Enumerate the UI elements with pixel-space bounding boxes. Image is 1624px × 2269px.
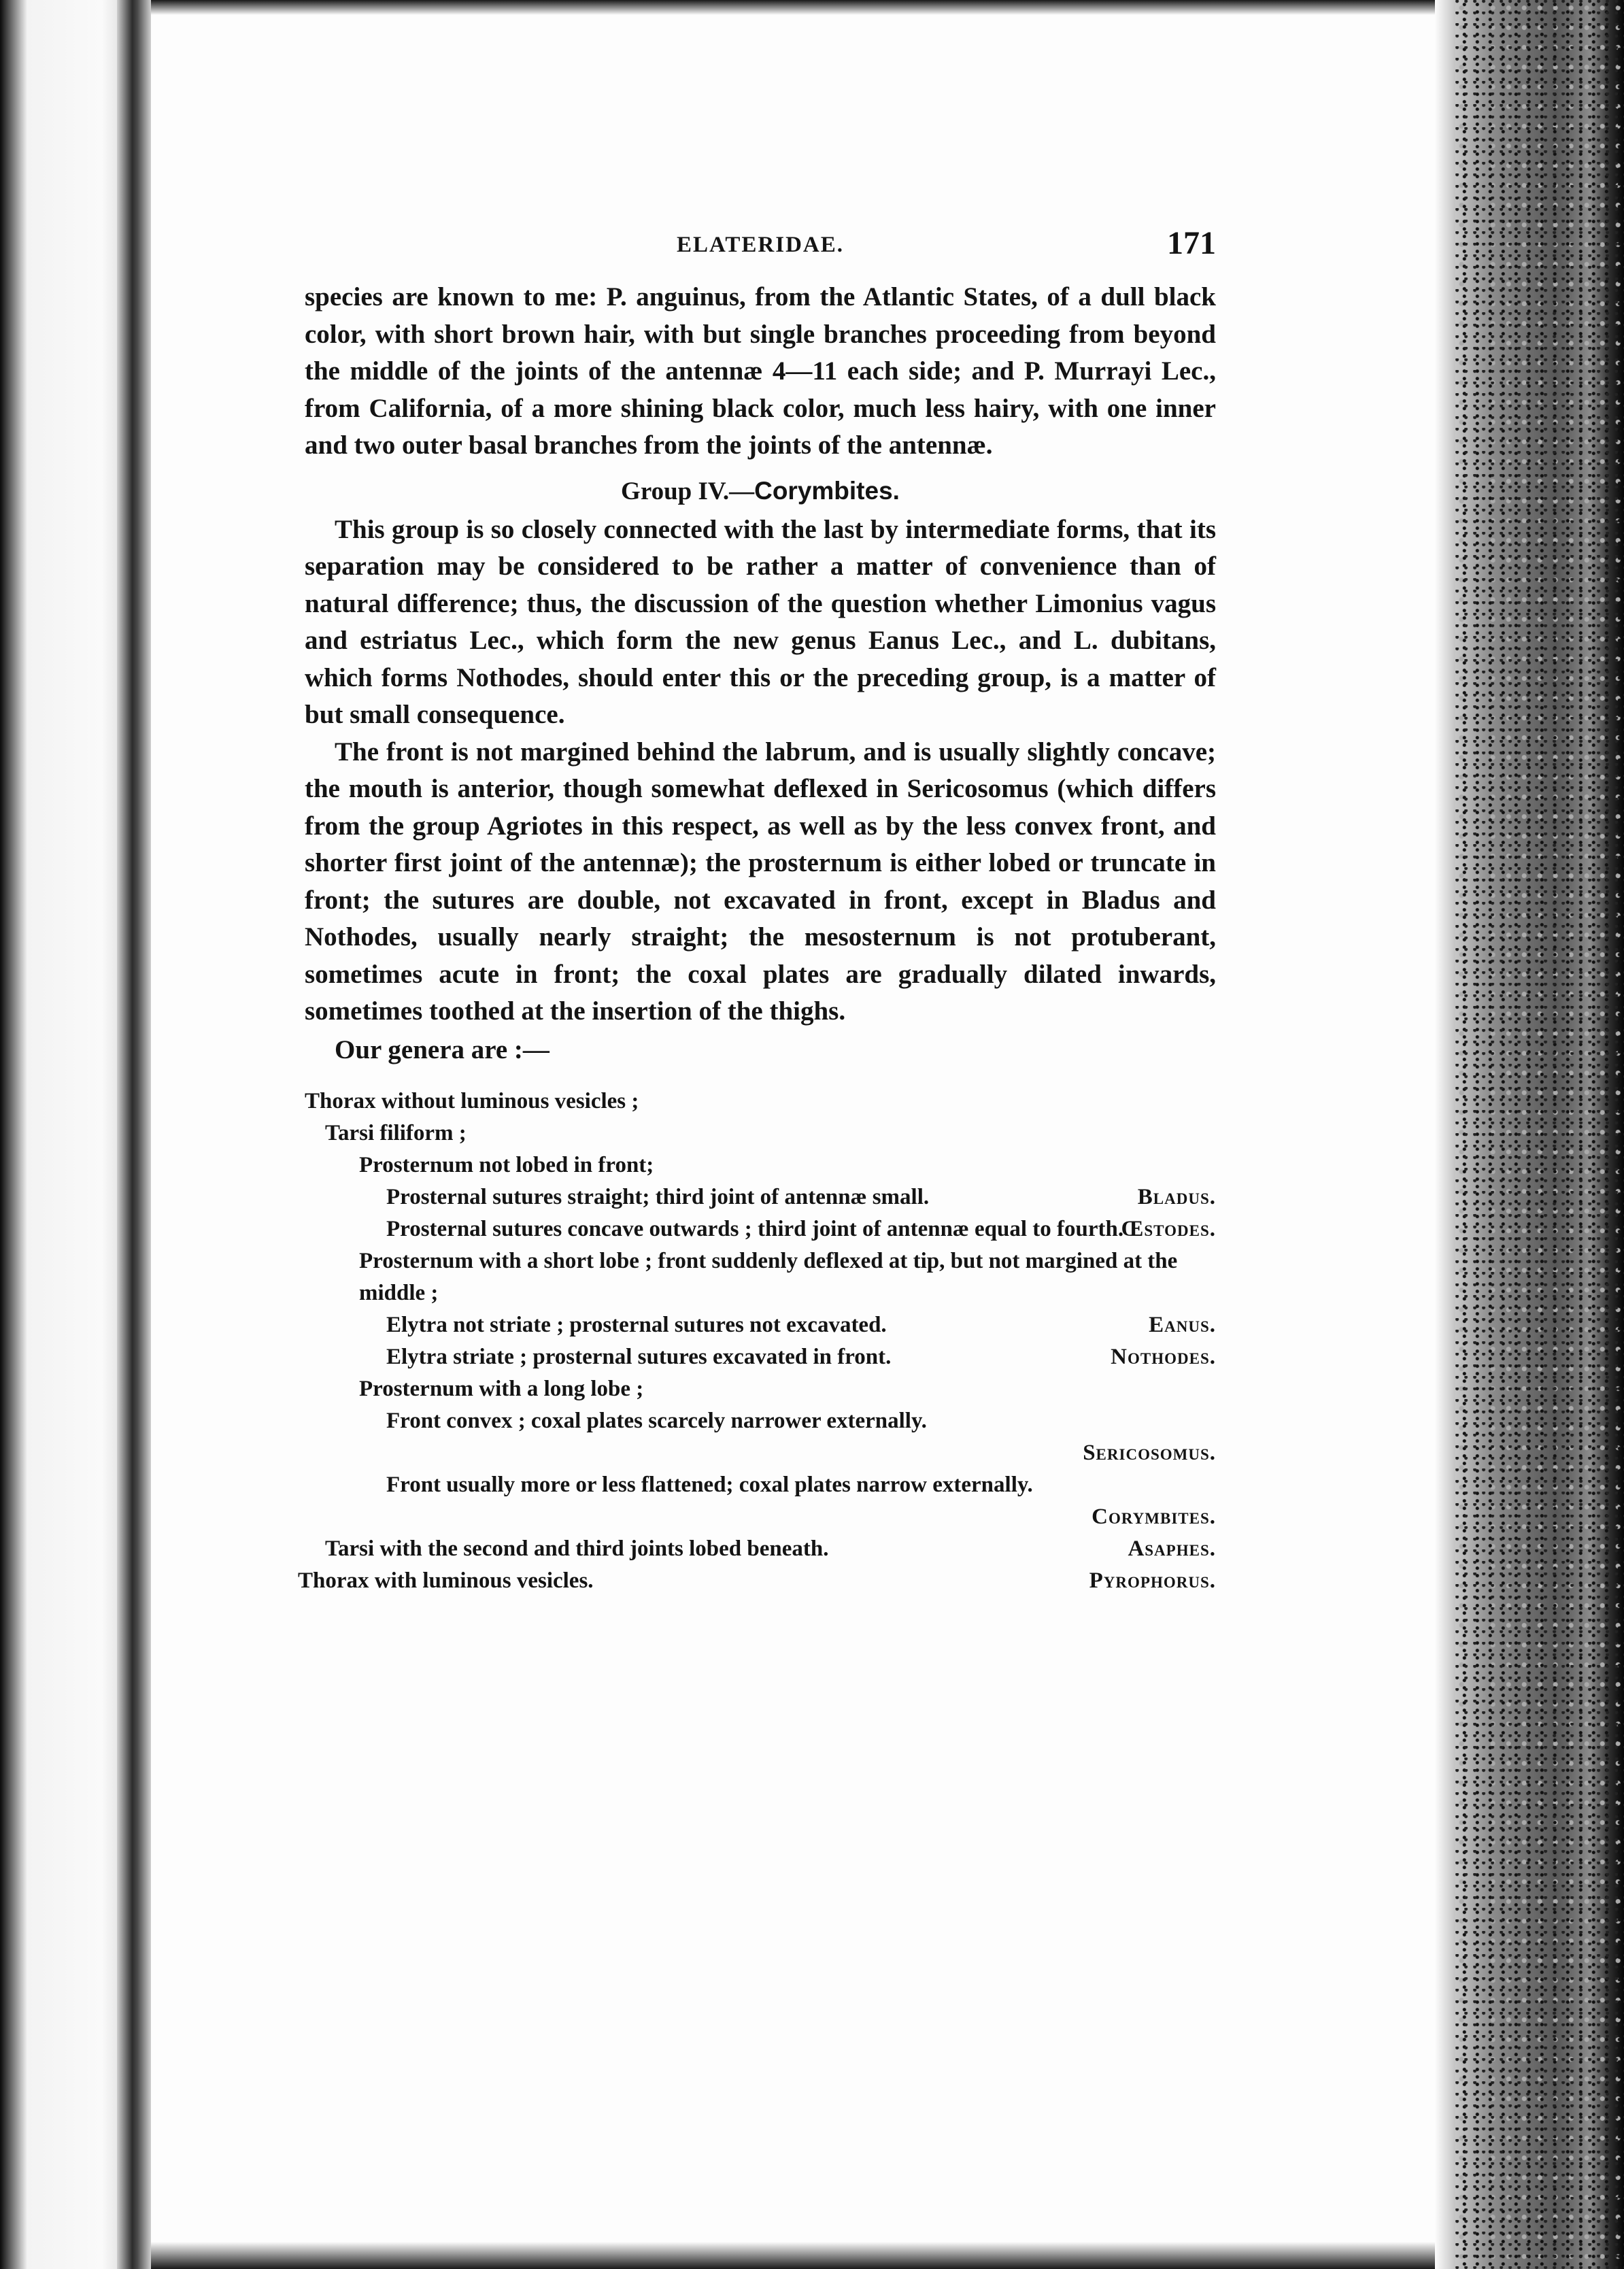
- key-line-text: Elytra striate ; prosternal sutures excavated in front.: [386, 1344, 892, 1369]
- genus-name: Corymbites.: [1092, 1504, 1216, 1529]
- running-header: [305, 224, 1216, 279]
- key-line: [305, 1181, 1216, 1213]
- facing-page-edge: [0, 0, 117, 2269]
- running-title: ELATERIDAE.: [676, 233, 845, 257]
- key-line: Thorax without luminous vesicles ;: [305, 1088, 639, 1113]
- paragraph-characters: The front is not margined behind the labrum, and is usually slightly concave; the mouth is anterior, though somewhat deflexed in Sericosomus (which differs from the group Agriotes in this respect, as well as by the less convex front, and shorter first joint of the antennæ); the prosternum is either lobed or truncate in front; the sutures are double, not excavated in front, except in Bladus and Nothodes, usually nearly straight; the mesosternum is not protuberant, sometimes acute in front; the coxal plates are gradually dilated inwards, sometimes toothed at the insertion of the thighs.: [305, 737, 1216, 1026]
- key-line-text: Prosternal sutures concave outwards ; third joint of antennæ equal to fourth.: [386, 1216, 1124, 1241]
- group-heading: [305, 477, 1216, 506]
- key-line: Prosternum with a short lobe ; front suddenly deflexed at tip, but not margined at the middle ;: [359, 1248, 1178, 1305]
- key-line-text: Elytra not striate ; prosternal sutures not excavated.: [386, 1312, 887, 1337]
- paragraph-species: species are known to me: P. anguinus, from the Atlantic States, of a dull black color, with short brown hair, with but single branches proceeding from beyond the middle of the joints of the antennæ 4—11 each side; and P. Murrayi Lec., from California, of a more shining black color, much less hairy, with one inner and two outer basal branches from the joints of the antennæ.: [305, 282, 1216, 460]
- page-stack-edge: [1455, 0, 1624, 2269]
- key-line: Prosternum not lobed in front;: [359, 1152, 654, 1177]
- page-number: 171: [1167, 225, 1216, 261]
- key-line: [305, 1533, 1216, 1565]
- page-top-shadow: [151, 0, 1476, 15]
- genus-name: Œstodes.: [1121, 1216, 1216, 1241]
- key-line-text: Prosternal sutures straight; third joint of antennæ small.: [386, 1184, 930, 1209]
- key-line: [298, 1565, 1216, 1597]
- key-line: [305, 1309, 1216, 1341]
- key-line-genus-row: [305, 1501, 1216, 1533]
- key-line-genus-row: [305, 1437, 1216, 1469]
- key-line-genus-row: [305, 1213, 1216, 1245]
- genus-name: Asaphes.: [1128, 1536, 1216, 1561]
- genus-name: Sericosomus.: [1083, 1440, 1216, 1465]
- genus-name: Nothodes.: [1111, 1344, 1216, 1369]
- book-gutter: [117, 0, 151, 2269]
- key-line: Prosternum with a long lobe ;: [359, 1376, 644, 1401]
- group-heading-name: Corymbites.: [754, 476, 900, 505]
- genus-name: Eanus.: [1149, 1312, 1216, 1337]
- genus-name: Pyrophorus.: [1089, 1568, 1216, 1593]
- page-bottom-shadow: [151, 2242, 1476, 2269]
- key-line-text: Thorax with luminous vesicles.: [298, 1568, 594, 1593]
- key-line: Tarsi filiform ;: [325, 1120, 467, 1145]
- genera-key: [298, 1086, 1216, 1597]
- page-text: [298, 224, 1216, 1597]
- key-line: Front usually more or less flattened; coxal plates narrow externally.: [386, 1472, 1033, 1497]
- paragraph-group-intro: This group is so closely connected with the last by intermediate forms, that its separation may be considered to be rather a matter of convenience than of natural difference; thus, the discussion of the question whether Limonius vagus and estriatus Lec., which form the new genus Eanus Lec., and L. dubitans, which forms Nothodes, should enter this or the preceding group, is a matter of but small consequence.: [305, 514, 1216, 729]
- key-line: Front convex ; coxal plates scarcely narrower externally.: [386, 1408, 927, 1433]
- genera-intro: Our genera are :—: [335, 1035, 549, 1064]
- key-line-text: Tarsi with the second and third joints lobed beneath.: [325, 1536, 829, 1561]
- genus-name: Bladus.: [1137, 1184, 1216, 1209]
- group-heading-prefix: Group IV.—: [621, 477, 755, 505]
- key-line: [305, 1341, 1216, 1373]
